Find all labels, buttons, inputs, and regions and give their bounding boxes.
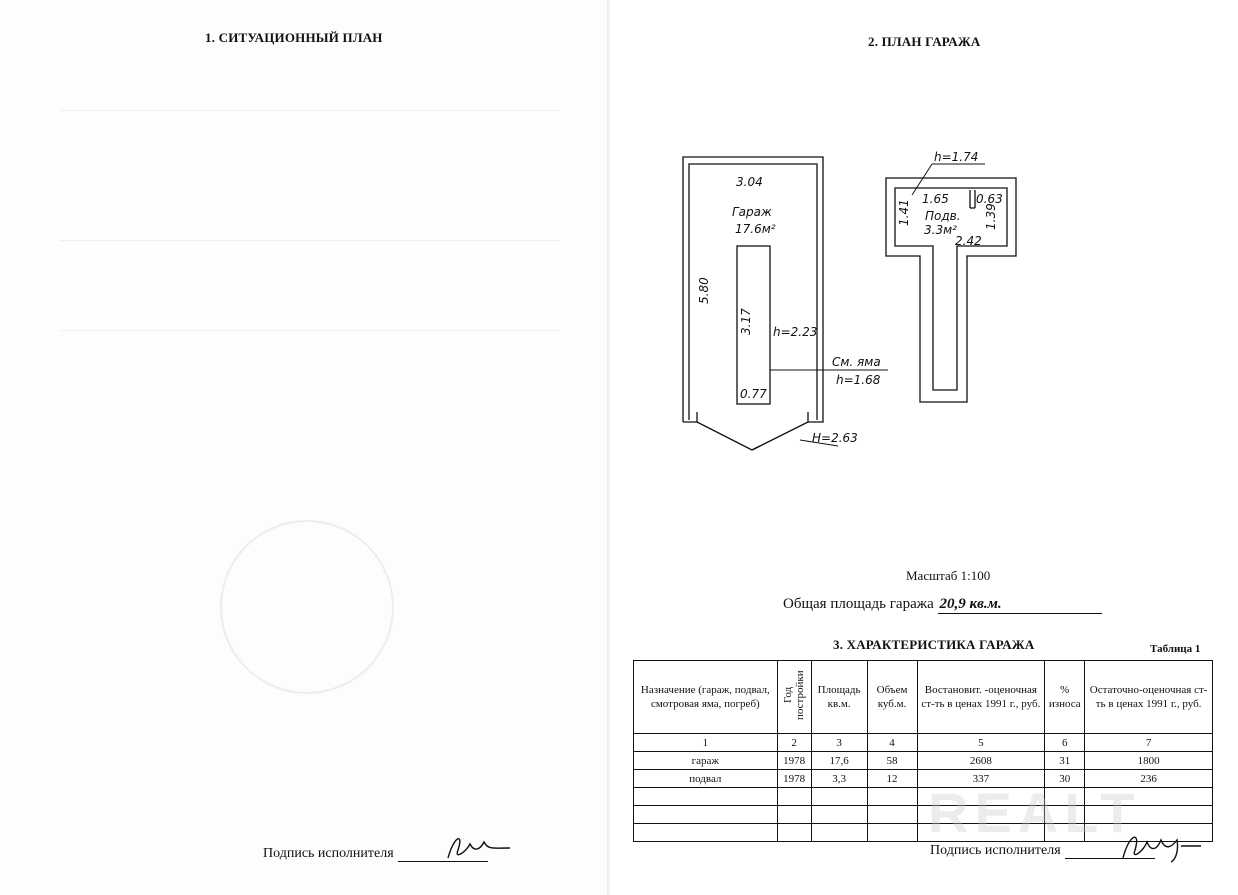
pit-length-label: 3.17 [739,308,753,335]
table-cell: 3,3 [811,770,867,788]
table-cell: 12 [867,770,917,788]
garage-width-label: 3.04 [736,175,763,189]
watermark: REALT [928,781,1141,844]
table-number: Таблица 1 [1150,643,1201,655]
cellar-left-dim: 1.41 [897,199,911,226]
garage-room-area: 17.6м² [735,222,776,236]
total-area [783,596,1102,614]
table-cell: 58 [867,752,917,770]
table-cell: 1800 [1085,752,1213,770]
cellar-top-right-dim: 0.63 [976,192,1003,206]
header-volume: Объем куб.м. [867,661,917,734]
table-cell: 17,6 [811,752,867,770]
column-number: 2 [777,734,811,752]
table-title: 3. ХАРАКТЕРИСТИКА ГАРАЖА [833,637,1035,652]
signature-label: Подпись исполнителя [263,846,394,861]
pit-depth-label: h=1.68 [836,373,881,387]
table-cell: 2608 [917,752,1045,770]
table-cell: 31 [1045,752,1085,770]
column-number: 5 [917,734,1045,752]
cellar-bottom-dim: 2.42 [955,234,982,248]
table-cell: 1978 [777,752,811,770]
column-number: 3 [811,734,867,752]
table-cell: 236 [1085,770,1213,788]
pit-width-label: 0.77 [740,387,767,401]
garage-plan-title: 2. ПЛАН ГАРАЖА [868,34,981,49]
column-number: 7 [1085,734,1213,752]
scale-label: Масштаб 1:100 [906,568,991,583]
total-area-value: 20,9 кв.м. [938,596,1102,614]
header-area: Площадь кв.м. [811,661,867,734]
garage-total-height: H=2.63 [812,431,858,445]
cellar-height-leader [912,164,932,195]
cellar-height-label: h=1.74 [934,150,979,164]
pit-height-label: h=2.23 [773,325,818,339]
situation-plan-title: 1. СИТУАЦИОННЫЙ ПЛАН [205,30,383,45]
table-cell: 30 [1045,770,1085,788]
table-header-row [634,661,1213,734]
signature-label: Подпись исполнителя [930,843,1061,858]
table-row [634,752,1213,770]
cellar-top-left-dim: 1.65 [922,192,949,206]
cellar-room-name: Подв. [925,209,961,223]
garage-length-label: 5.80 [697,277,711,304]
garage-room-name: Гараж [732,205,772,219]
column-number: 6 [1045,734,1085,752]
header-replacement-cost: Востановит. -оценочная ст-ть в ценах 1991 г., руб. [917,661,1045,734]
table-cell: 1978 [777,770,811,788]
table-cell: 337 [917,770,1045,788]
table-cell: подвал [634,770,778,788]
table-cell: гараж [634,752,778,770]
cellar-room-area: 3.3м² [924,223,957,237]
pit-name-label: См. яма [832,355,881,369]
column-number: 1 [634,734,778,752]
header-year-text: Год постройки [782,670,807,720]
total-area-label: Общая площадь гаража [783,596,934,612]
header-year [777,661,811,734]
header-purpose: Назначение (гараж, подвал, смотровая яма, погреб) [634,661,778,734]
column-number-row [634,734,1213,752]
handwritten-signature [1115,828,1205,864]
header-residual-cost: Остаточно-оценочная ст-ть в ценах 1991 г., руб. [1085,661,1213,734]
column-number: 4 [867,734,917,752]
cellar-right-dim: 1.39 [984,203,998,230]
header-wear: % износа [1045,661,1085,734]
